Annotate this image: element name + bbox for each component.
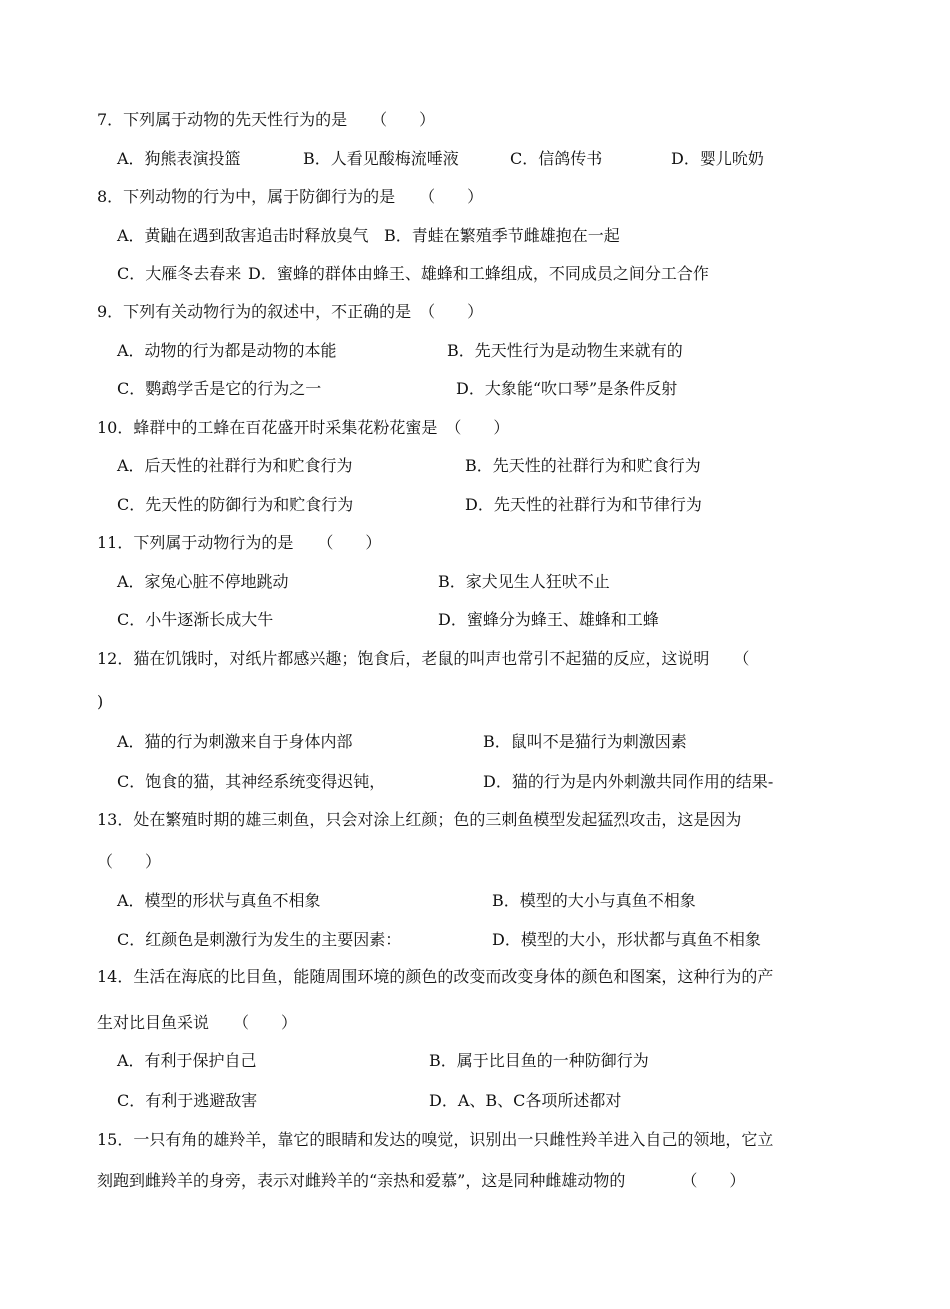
- question-9-option-d: D．大象能“吹口琴”是条件反射: [456, 379, 678, 398]
- question-10-option-d: D．先天性的社群行为和节律行为: [465, 495, 702, 514]
- question-8-option-b: B．青蛙在繁殖季节雌雄抱在一起: [384, 226, 620, 245]
- question-13-option-c: C．红颜色是刺激行为发生的主要因素：: [117, 930, 402, 949]
- question-7-option-a: A．狗熊表演投篮: [117, 149, 241, 168]
- question-14-stem: 14．生活在海底的比目鱼，能随周围环境的颜色的改变而改变身体的颜色和图案，这种行为的产: [97, 967, 774, 986]
- question-8-option-c: C．大雁冬去春来: [117, 264, 242, 283]
- question-9-option-c: C．鹦鹉学舌是它的行为之一: [117, 379, 322, 398]
- question-15-stem: 15．一只有角的雄羚羊，靠它的眼睛和发达的嗅觉，识别出一只雌性羚羊进入自己的领地，它立: [97, 1130, 774, 1149]
- question-15-stem-continued: 刻跑到雌羚羊的身旁，表示对雌羚羊的“亲热和爱慕”，这是同种雌雄动物的 （ ）: [97, 1171, 746, 1190]
- question-14-option-b: B．属于比目鱼的一种防御行为: [429, 1051, 649, 1070]
- question-7-option-b: B．人看见酸梅流唾液: [303, 149, 459, 168]
- question-10-option-b: B．先天性的社群行为和贮食行为: [465, 456, 701, 475]
- question-14-stem-continued: 生对比目鱼采说 （ ）: [97, 1013, 298, 1032]
- question-11-stem: 11．下列属于动物行为的是 （ ）: [97, 533, 382, 552]
- question-9-option-b: B．先天性行为是动物生来就有的: [447, 341, 683, 360]
- question-11-option-c: C．小牛逐渐长成大牛: [117, 610, 274, 629]
- question-12-stem: 12．猫在饥饿时，对纸片都感兴趣；饱食后，老鼠的叫声也常引不起猫的反应，这说明 （: [97, 649, 750, 668]
- question-8-option-a: A．黄鼬在遇到敌害追击时释放臭气: [117, 226, 369, 245]
- question-14-option-a: A．有利于保护自己: [117, 1051, 257, 1070]
- question-13-option-b: B．模型的大小与真鱼不相象: [492, 891, 696, 910]
- question-14-option-c: C．有利于逃避敌害: [117, 1091, 258, 1110]
- question-7-option-c: C．信鸽传书: [510, 149, 603, 168]
- question-13-option-a: A．模型的形状与真鱼不相象: [117, 891, 321, 910]
- question-12-option-d: D．猫的行为是内外刺激共同作用的结果-: [483, 772, 774, 791]
- question-12-option-b: B．鼠叫不是猫行为刺激因素: [483, 732, 687, 751]
- question-12-option-c: C．饱食的猫，其神经系统变得迟钝，: [117, 772, 386, 791]
- question-9-option-a: A．动物的行为都是动物的本能: [117, 341, 337, 360]
- question-10-option-a: A．后天性的社群行为和贮食行为: [117, 456, 353, 475]
- question-12-stem-continued: ): [97, 692, 104, 711]
- question-13-stem: 13．处在繁殖时期的雄三刺鱼，只会对涂上红颜；色的三刺鱼模型发起猛烈攻击，这是因为: [97, 810, 742, 829]
- question-13-option-d: D．模型的大小，形状都与真鱼不相象: [492, 930, 761, 949]
- question-11-option-a: A．家兔心脏不停地跳动: [117, 572, 289, 591]
- question-8-stem: 8．下列动物的行为中，属于防御行为的是 （ ）: [97, 187, 484, 206]
- question-13-stem-continued: （ ）: [97, 852, 162, 871]
- question-12-option-a: A．猫的行为刺激来自于身体内部: [117, 732, 353, 751]
- question-14-option-d: D．A、B、C各项所述都对: [429, 1091, 622, 1110]
- question-7-stem: 7．下列属于动物的先天性行为的是 （ ）: [97, 110, 436, 129]
- question-10-option-c: C．先天性的防御行为和贮食行为: [117, 495, 354, 514]
- question-11-option-b: B．家犬见生人狂吠不止: [438, 572, 610, 591]
- question-11-option-d: D．蜜蜂分为蜂王、雄蜂和工蜂: [438, 610, 659, 629]
- question-7-option-d: D．婴儿吮奶: [671, 149, 764, 168]
- question-10-stem: 10．蜂群中的工蜂在百花盛开时采集花粉花蜜是 （ ）: [97, 418, 510, 437]
- question-9-stem: 9．下列有关动物行为的叙述中，不正确的是 （ ）: [97, 302, 484, 321]
- question-8-option-d: D．蜜蜂的群体由蜂王、雄蜂和工蜂组成，不同成员之间分工合作: [248, 264, 709, 283]
